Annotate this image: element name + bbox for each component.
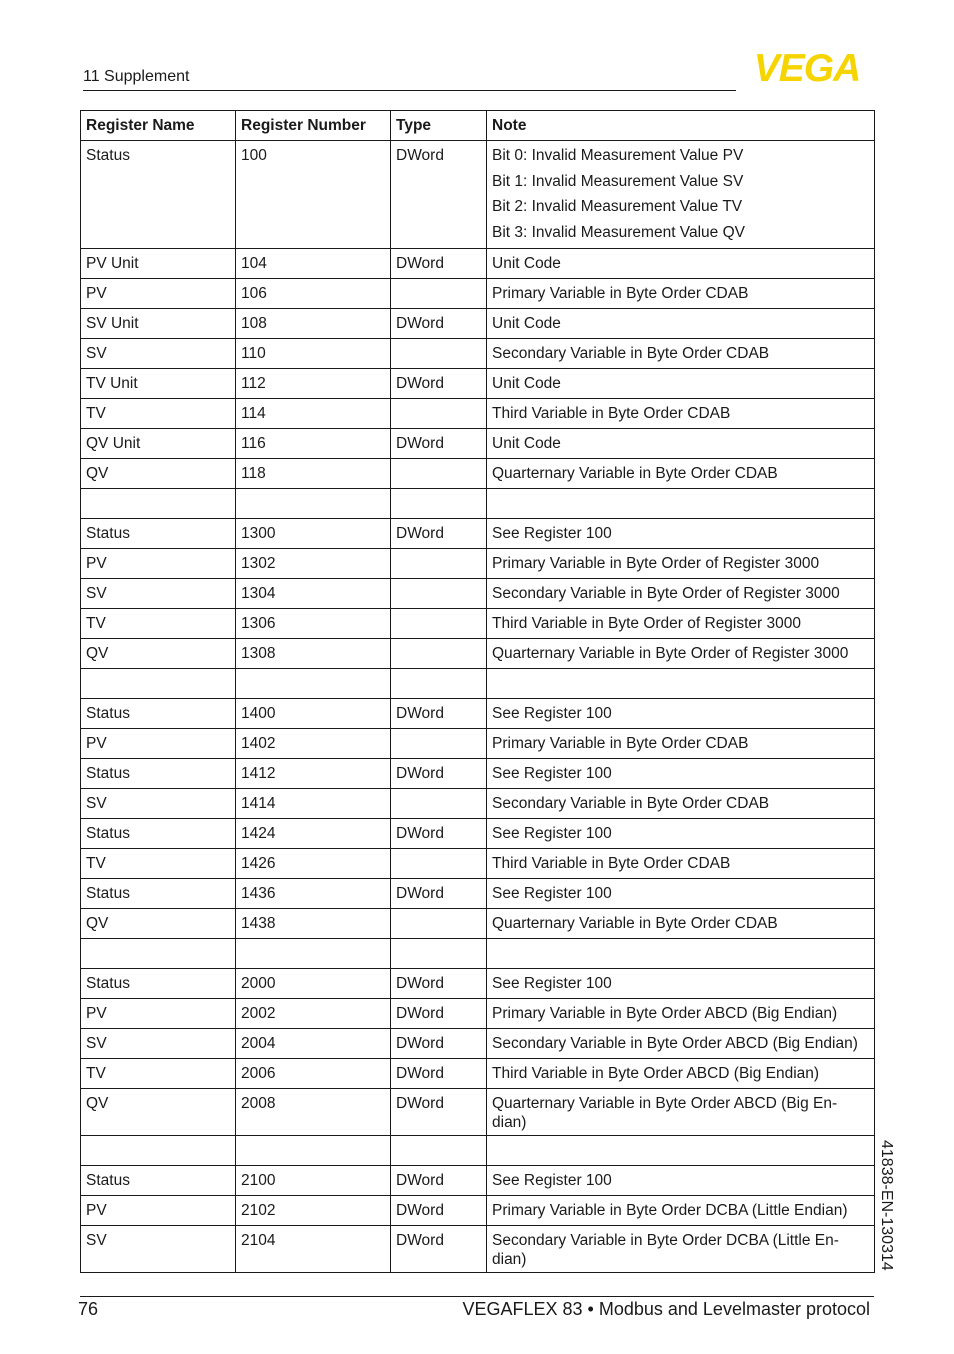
register-name-cell: PV <box>81 999 236 1029</box>
register-name-cell <box>81 939 236 969</box>
header-rule <box>83 90 736 91</box>
table-row <box>81 339 875 369</box>
type-cell <box>391 729 487 759</box>
register-number-cell: 104 <box>236 249 391 279</box>
register-name-cell: SV <box>81 789 236 819</box>
table-row <box>81 939 875 969</box>
note-line: Bit 1: Invalid Measurement Value SV <box>492 172 744 190</box>
register-number-cell: 1414 <box>236 789 391 819</box>
register-name-cell: QV <box>81 1089 236 1136</box>
register-name-cell: QV <box>81 639 236 669</box>
note-line: Primary Variable in Byte Order DCBA (Little Endian) <box>492 1202 848 1219</box>
table-row <box>81 1166 875 1196</box>
register-number-cell: 1306 <box>236 609 391 639</box>
register-number-cell: 2002 <box>236 999 391 1029</box>
note-line: Primary Variable in Byte Order CDAB <box>492 735 749 752</box>
table-row <box>81 969 875 999</box>
register-name-cell <box>81 669 236 699</box>
note-line: Quarternary Variable in Byte Order CDAB <box>492 915 778 932</box>
note-line: Secondary Variable in Byte Order CDAB <box>492 345 770 362</box>
register-name-cell: Status <box>81 969 236 999</box>
register-number-cell: 110 <box>236 339 391 369</box>
table-row <box>81 999 875 1029</box>
note-line: Unit Code <box>492 315 561 332</box>
table-row <box>81 459 875 489</box>
table-row <box>81 1226 875 1273</box>
table-row <box>81 249 875 279</box>
note-cell <box>487 669 875 699</box>
note-line: Third Variable in Byte Order CDAB <box>492 855 731 872</box>
note-line: Bit 3: Invalid Measurement Value QV <box>492 223 746 241</box>
register-number-cell: 1302 <box>236 549 391 579</box>
register-number-cell: 2008 <box>236 1089 391 1136</box>
type-cell <box>391 489 487 519</box>
register-number-cell: 2000 <box>236 969 391 999</box>
register-name-cell: PV Unit <box>81 249 236 279</box>
type-cell <box>391 609 487 639</box>
table-row <box>81 699 875 729</box>
type-cell <box>391 669 487 699</box>
register-name-cell: Status <box>81 759 236 789</box>
page-number: 76 <box>78 1299 99 1319</box>
type-cell: DWord <box>391 249 487 279</box>
document-code: 41838-EN-130314 <box>878 1140 895 1271</box>
type-cell <box>391 339 487 369</box>
vega-logo <box>741 50 873 84</box>
note-line: Unit Code <box>492 375 561 392</box>
note-cell <box>487 1226 875 1273</box>
note-cell <box>487 579 875 609</box>
type-cell: DWord <box>391 369 487 399</box>
register-name-cell: Status <box>81 519 236 549</box>
note-cell <box>487 999 875 1029</box>
type-cell <box>391 459 487 489</box>
table-row <box>81 1059 875 1089</box>
note-cell <box>487 459 875 489</box>
note-cell <box>487 1089 875 1136</box>
note-cell <box>487 489 875 519</box>
note-cell <box>487 399 875 429</box>
register-number-cell: 2102 <box>236 1196 391 1226</box>
type-cell <box>391 939 487 969</box>
note-cell <box>487 429 875 459</box>
table-row <box>81 369 875 399</box>
register-number-cell: 106 <box>236 279 391 309</box>
type-cell: DWord <box>391 999 487 1029</box>
table-row <box>81 609 875 639</box>
type-cell: DWord <box>391 309 487 339</box>
note-cell <box>487 909 875 939</box>
note-line: Quarternary Variable in Byte Order of Register 3000 <box>492 645 849 662</box>
note-cell <box>487 879 875 909</box>
note-line: See Register 100 <box>492 525 612 542</box>
table-row <box>81 789 875 819</box>
table-row <box>81 849 875 879</box>
note-line: See Register 100 <box>492 885 612 902</box>
register-name-cell: PV <box>81 279 236 309</box>
register-name-cell: TV <box>81 609 236 639</box>
note-cell <box>487 549 875 579</box>
table-row <box>81 1136 875 1166</box>
register-name-cell: TV Unit <box>81 369 236 399</box>
note-line: Secondary Variable in Byte Order of Register 3000 <box>492 585 840 602</box>
table-row <box>81 639 875 669</box>
note-line: Primary Variable in Byte Order ABCD (Big Endian) <box>492 1005 838 1022</box>
table-row <box>81 1029 875 1059</box>
column-header-type: Type <box>391 111 487 141</box>
note-cell <box>487 699 875 729</box>
table-row <box>81 879 875 909</box>
note-line: See Register 100 <box>492 705 612 722</box>
register-number-cell <box>236 939 391 969</box>
note-line: See Register 100 <box>492 975 612 992</box>
register-name-cell <box>81 1136 236 1166</box>
table-row <box>81 519 875 549</box>
register-number-cell: 1438 <box>236 909 391 939</box>
note-cell <box>487 1166 875 1196</box>
note-cell <box>487 279 875 309</box>
register-name-cell: QV <box>81 909 236 939</box>
type-cell: DWord <box>391 429 487 459</box>
table-row <box>81 579 875 609</box>
register-number-cell: 112 <box>236 369 391 399</box>
type-cell <box>391 279 487 309</box>
register-name-cell: PV <box>81 729 236 759</box>
register-number-cell: 1426 <box>236 849 391 879</box>
type-cell <box>391 639 487 669</box>
type-cell: DWord <box>391 1089 487 1136</box>
type-cell <box>391 579 487 609</box>
column-header-note: Note <box>487 111 875 141</box>
register-number-cell: 2004 <box>236 1029 391 1059</box>
note-line: Third Variable in Byte Order CDAB <box>492 405 731 422</box>
register-number-cell: 108 <box>236 309 391 339</box>
table-row <box>81 141 875 249</box>
note-cell <box>487 249 875 279</box>
register-number-cell: 1402 <box>236 729 391 759</box>
note-cell <box>487 939 875 969</box>
table-row <box>81 399 875 429</box>
type-cell: DWord <box>391 1059 487 1089</box>
register-number-cell: 1436 <box>236 879 391 909</box>
type-cell: DWord <box>391 1226 487 1273</box>
footer-rule <box>80 1296 874 1297</box>
note-line: Quarternary Variable in Byte Order ABCD (Big En-dian) <box>492 1095 838 1131</box>
register-name-cell: SV <box>81 579 236 609</box>
note-cell <box>487 1136 875 1166</box>
register-name-cell: Status <box>81 879 236 909</box>
register-number-cell: 1308 <box>236 639 391 669</box>
table-row <box>81 309 875 339</box>
table-row <box>81 1196 875 1226</box>
note-cell <box>487 141 875 249</box>
note-cell <box>487 1196 875 1226</box>
note-line: Third Variable in Byte Order ABCD (Big Endian) <box>492 1065 820 1082</box>
note-line: Unit Code <box>492 435 561 452</box>
table-row <box>81 909 875 939</box>
table-row <box>81 729 875 759</box>
register-number-cell: 116 <box>236 429 391 459</box>
table-body <box>81 141 875 1273</box>
register-name-cell: Status <box>81 141 236 249</box>
register-number-cell: 100 <box>236 141 391 249</box>
note-line: Secondary Variable in Byte Order CDAB <box>492 795 770 812</box>
type-cell: DWord <box>391 141 487 249</box>
type-cell <box>391 399 487 429</box>
table-row <box>81 489 875 519</box>
register-number-cell: 1412 <box>236 759 391 789</box>
register-name-cell <box>81 489 236 519</box>
type-cell <box>391 849 487 879</box>
type-cell <box>391 789 487 819</box>
type-cell: DWord <box>391 1166 487 1196</box>
vega-logo-text: VEGA <box>753 50 861 84</box>
note-line: Secondary Variable in Byte Order ABCD (Big Endian) <box>492 1035 858 1052</box>
type-cell: DWord <box>391 819 487 849</box>
note-cell <box>487 969 875 999</box>
register-number-cell: 2104 <box>236 1226 391 1273</box>
register-number-cell: 1300 <box>236 519 391 549</box>
table-row <box>81 819 875 849</box>
note-cell <box>487 819 875 849</box>
type-cell: DWord <box>391 519 487 549</box>
note-line: See Register 100 <box>492 765 612 782</box>
table-row <box>81 1089 875 1136</box>
note-line: Primary Variable in Byte Order of Register 3000 <box>492 555 820 572</box>
type-cell: DWord <box>391 699 487 729</box>
column-header-register-name: Register Name <box>81 111 236 141</box>
note-line: Secondary Variable in Byte Order DCBA (Little En-dian) <box>492 1232 839 1268</box>
type-cell <box>391 909 487 939</box>
register-number-cell: 1304 <box>236 579 391 609</box>
register-name-cell: QV Unit <box>81 429 236 459</box>
table-row <box>81 279 875 309</box>
note-cell <box>487 309 875 339</box>
type-cell: DWord <box>391 1029 487 1059</box>
register-number-cell <box>236 669 391 699</box>
note-cell <box>487 1059 875 1089</box>
type-cell <box>391 549 487 579</box>
type-cell: DWord <box>391 879 487 909</box>
register-name-cell: TV <box>81 399 236 429</box>
register-number-cell: 2006 <box>236 1059 391 1089</box>
type-cell: DWord <box>391 969 487 999</box>
register-table <box>80 110 875 1273</box>
register-number-cell: 1400 <box>236 699 391 729</box>
note-cell <box>487 609 875 639</box>
table-header-row <box>81 111 875 141</box>
register-name-cell: Status <box>81 1166 236 1196</box>
note-cell <box>487 369 875 399</box>
column-header-register-number: Register Number <box>236 111 391 141</box>
type-cell <box>391 1136 487 1166</box>
section-label: 11 Supplement <box>83 68 190 85</box>
register-number-cell: 1424 <box>236 819 391 849</box>
note-line: Unit Code <box>492 255 561 272</box>
register-name-cell: Status <box>81 699 236 729</box>
register-number-cell <box>236 1136 391 1166</box>
document-title: VEGAFLEX 83 • Modbus and Levelmaster protocol <box>462 1299 870 1319</box>
type-cell: DWord <box>391 1196 487 1226</box>
table-row <box>81 429 875 459</box>
register-name-cell: PV <box>81 549 236 579</box>
register-name-cell: TV <box>81 849 236 879</box>
note-line: Bit 0: Invalid Measurement Value PV <box>492 147 744 164</box>
register-number-cell <box>236 489 391 519</box>
note-cell <box>487 1029 875 1059</box>
register-name-cell: Status <box>81 819 236 849</box>
register-name-cell: SV <box>81 1226 236 1273</box>
register-name-cell: QV <box>81 459 236 489</box>
register-name-cell: SV <box>81 1029 236 1059</box>
note-cell <box>487 729 875 759</box>
register-number-cell: 118 <box>236 459 391 489</box>
register-name-cell: SV Unit <box>81 309 236 339</box>
register-name-cell: SV <box>81 339 236 369</box>
note-cell <box>487 519 875 549</box>
register-name-cell: PV <box>81 1196 236 1226</box>
note-cell <box>487 759 875 789</box>
type-cell: DWord <box>391 759 487 789</box>
register-name-cell: TV <box>81 1059 236 1089</box>
note-line: Quarternary Variable in Byte Order CDAB <box>492 465 778 482</box>
table-row <box>81 669 875 699</box>
table-row <box>81 759 875 789</box>
note-cell <box>487 639 875 669</box>
register-number-cell: 114 <box>236 399 391 429</box>
register-number-cell: 2100 <box>236 1166 391 1196</box>
note-line: Third Variable in Byte Order of Register 3000 <box>492 615 802 632</box>
note-line: Bit 2: Invalid Measurement Value TV <box>492 198 743 215</box>
note-cell <box>487 339 875 369</box>
note-cell <box>487 849 875 879</box>
table-row <box>81 549 875 579</box>
note-line: See Register 100 <box>492 1172 612 1189</box>
note-line: See Register 100 <box>492 825 612 842</box>
note-cell <box>487 789 875 819</box>
note-line: Primary Variable in Byte Order CDAB <box>492 285 749 302</box>
